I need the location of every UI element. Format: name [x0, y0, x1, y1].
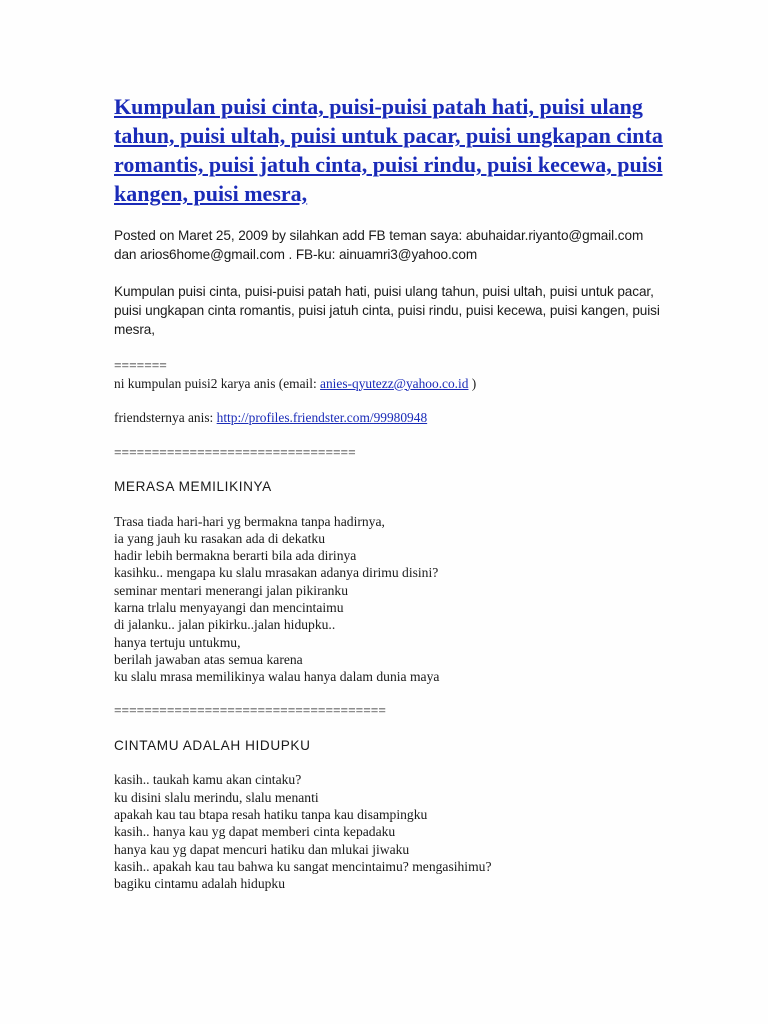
poem-line: Trasa tiada hari-hari yg bermakna tanpa hadirnya,: [114, 513, 385, 529]
poem-line: ku disini slalu merindu, slalu menanti: [114, 789, 319, 805]
intro-paragraph: Kumpulan puisi cinta, puisi-puisi patah hati, puisi ulang tahun, puisi ultah, puisi untuk pacar, puisi ungkapan cinta romantis, puisi jatuh cinta, puisi rindu, puisi kecewa, puisi kangen, puisi mesra,: [114, 284, 660, 337]
meta-line-2: dan arios6home@gmail.com . FB-ku: ainuamri3@yahoo.com: [114, 247, 478, 262]
poem-line: berilah jawaban atas semua karena: [114, 651, 303, 667]
author-suffix: ): [468, 375, 477, 391]
separator-short: =======: [114, 358, 167, 373]
poem2-body: [114, 771, 674, 892]
poem-line: di jalanku.. jalan pikirku..jalan hidupku..: [114, 617, 336, 633]
poem2-heading: CINTAMU ADALAH HIDUPKU: [114, 737, 311, 753]
poem-line: hadir lebih bermakna berarti bila ada dirinya: [114, 548, 357, 564]
author-email-link[interactable]: anies-qyutezz@yahoo.co.id: [320, 375, 469, 391]
poem-line: seminar mentari menerangi jalan pikiranku: [114, 582, 349, 598]
poem1-body: [114, 513, 674, 686]
document-page: [114, 92, 674, 893]
poem-line: kasihku.. mengapa ku slalu mrasakan adanya dirimu disini?: [114, 565, 439, 581]
post-meta: [114, 226, 674, 264]
poem-line: karna trlalu menyayangi dan mencintaimu: [114, 599, 344, 615]
friendster-url-link[interactable]: http://profiles.friendster.com/99980948: [216, 410, 428, 425]
poem-line: kasih.. apakah kau tau bahwa ku sangat mencintaimu? mengasihimu?: [114, 858, 492, 874]
poem-line: kasih.. hanya kau yg dapat memberi cinta kepadaku: [114, 824, 396, 840]
post-title-link[interactable]: Kumpulan puisi cinta, puisi-puisi patah hati, puisi ulang tahun, puisi ultah, puisi untuk pacar, puisi ungkapan cinta romantis, puisi jatuh cinta, puisi rindu, puisi kecewa, puisi kangen, puisi mesra,: [114, 94, 663, 206]
author-line: [114, 375, 674, 393]
separator-long: ====================================: [114, 703, 386, 719]
poem-line: ia yang jauh ku rasakan ada di dekatku: [114, 530, 326, 546]
poem-line: ku slalu mrasa memilikinya walau hanya dalam dunia maya: [114, 669, 440, 685]
friendster-line: [114, 409, 674, 427]
author-prefix: ni kumpulan puisi2 karya anis (email:: [114, 375, 321, 391]
poem1-heading: MERASA MEMILIKINYA: [114, 479, 272, 494]
meta-line-1: Posted on Maret 25, 2009 by silahkan add FB teman saya: abuhaidar.riyanto@gmail.com: [114, 228, 644, 243]
poem-line: kasih.. taukah kamu akan cintaku?: [114, 772, 302, 788]
poem-line: bagiku cintamu adalah hidupku: [114, 876, 286, 892]
friendster-prefix: friendsternya anis:: [114, 410, 217, 425]
poem-line: apakah kau tau btapa resah hatiku tanpa kau disampingku: [114, 807, 428, 823]
poem-line: hanya kau yg dapat mencuri hatiku dan mlukai jiwaku: [114, 841, 410, 857]
author-section: [114, 357, 674, 893]
poem-line: hanya tertuju untukmu,: [114, 634, 241, 650]
separator-mid: ================================: [114, 444, 356, 460]
